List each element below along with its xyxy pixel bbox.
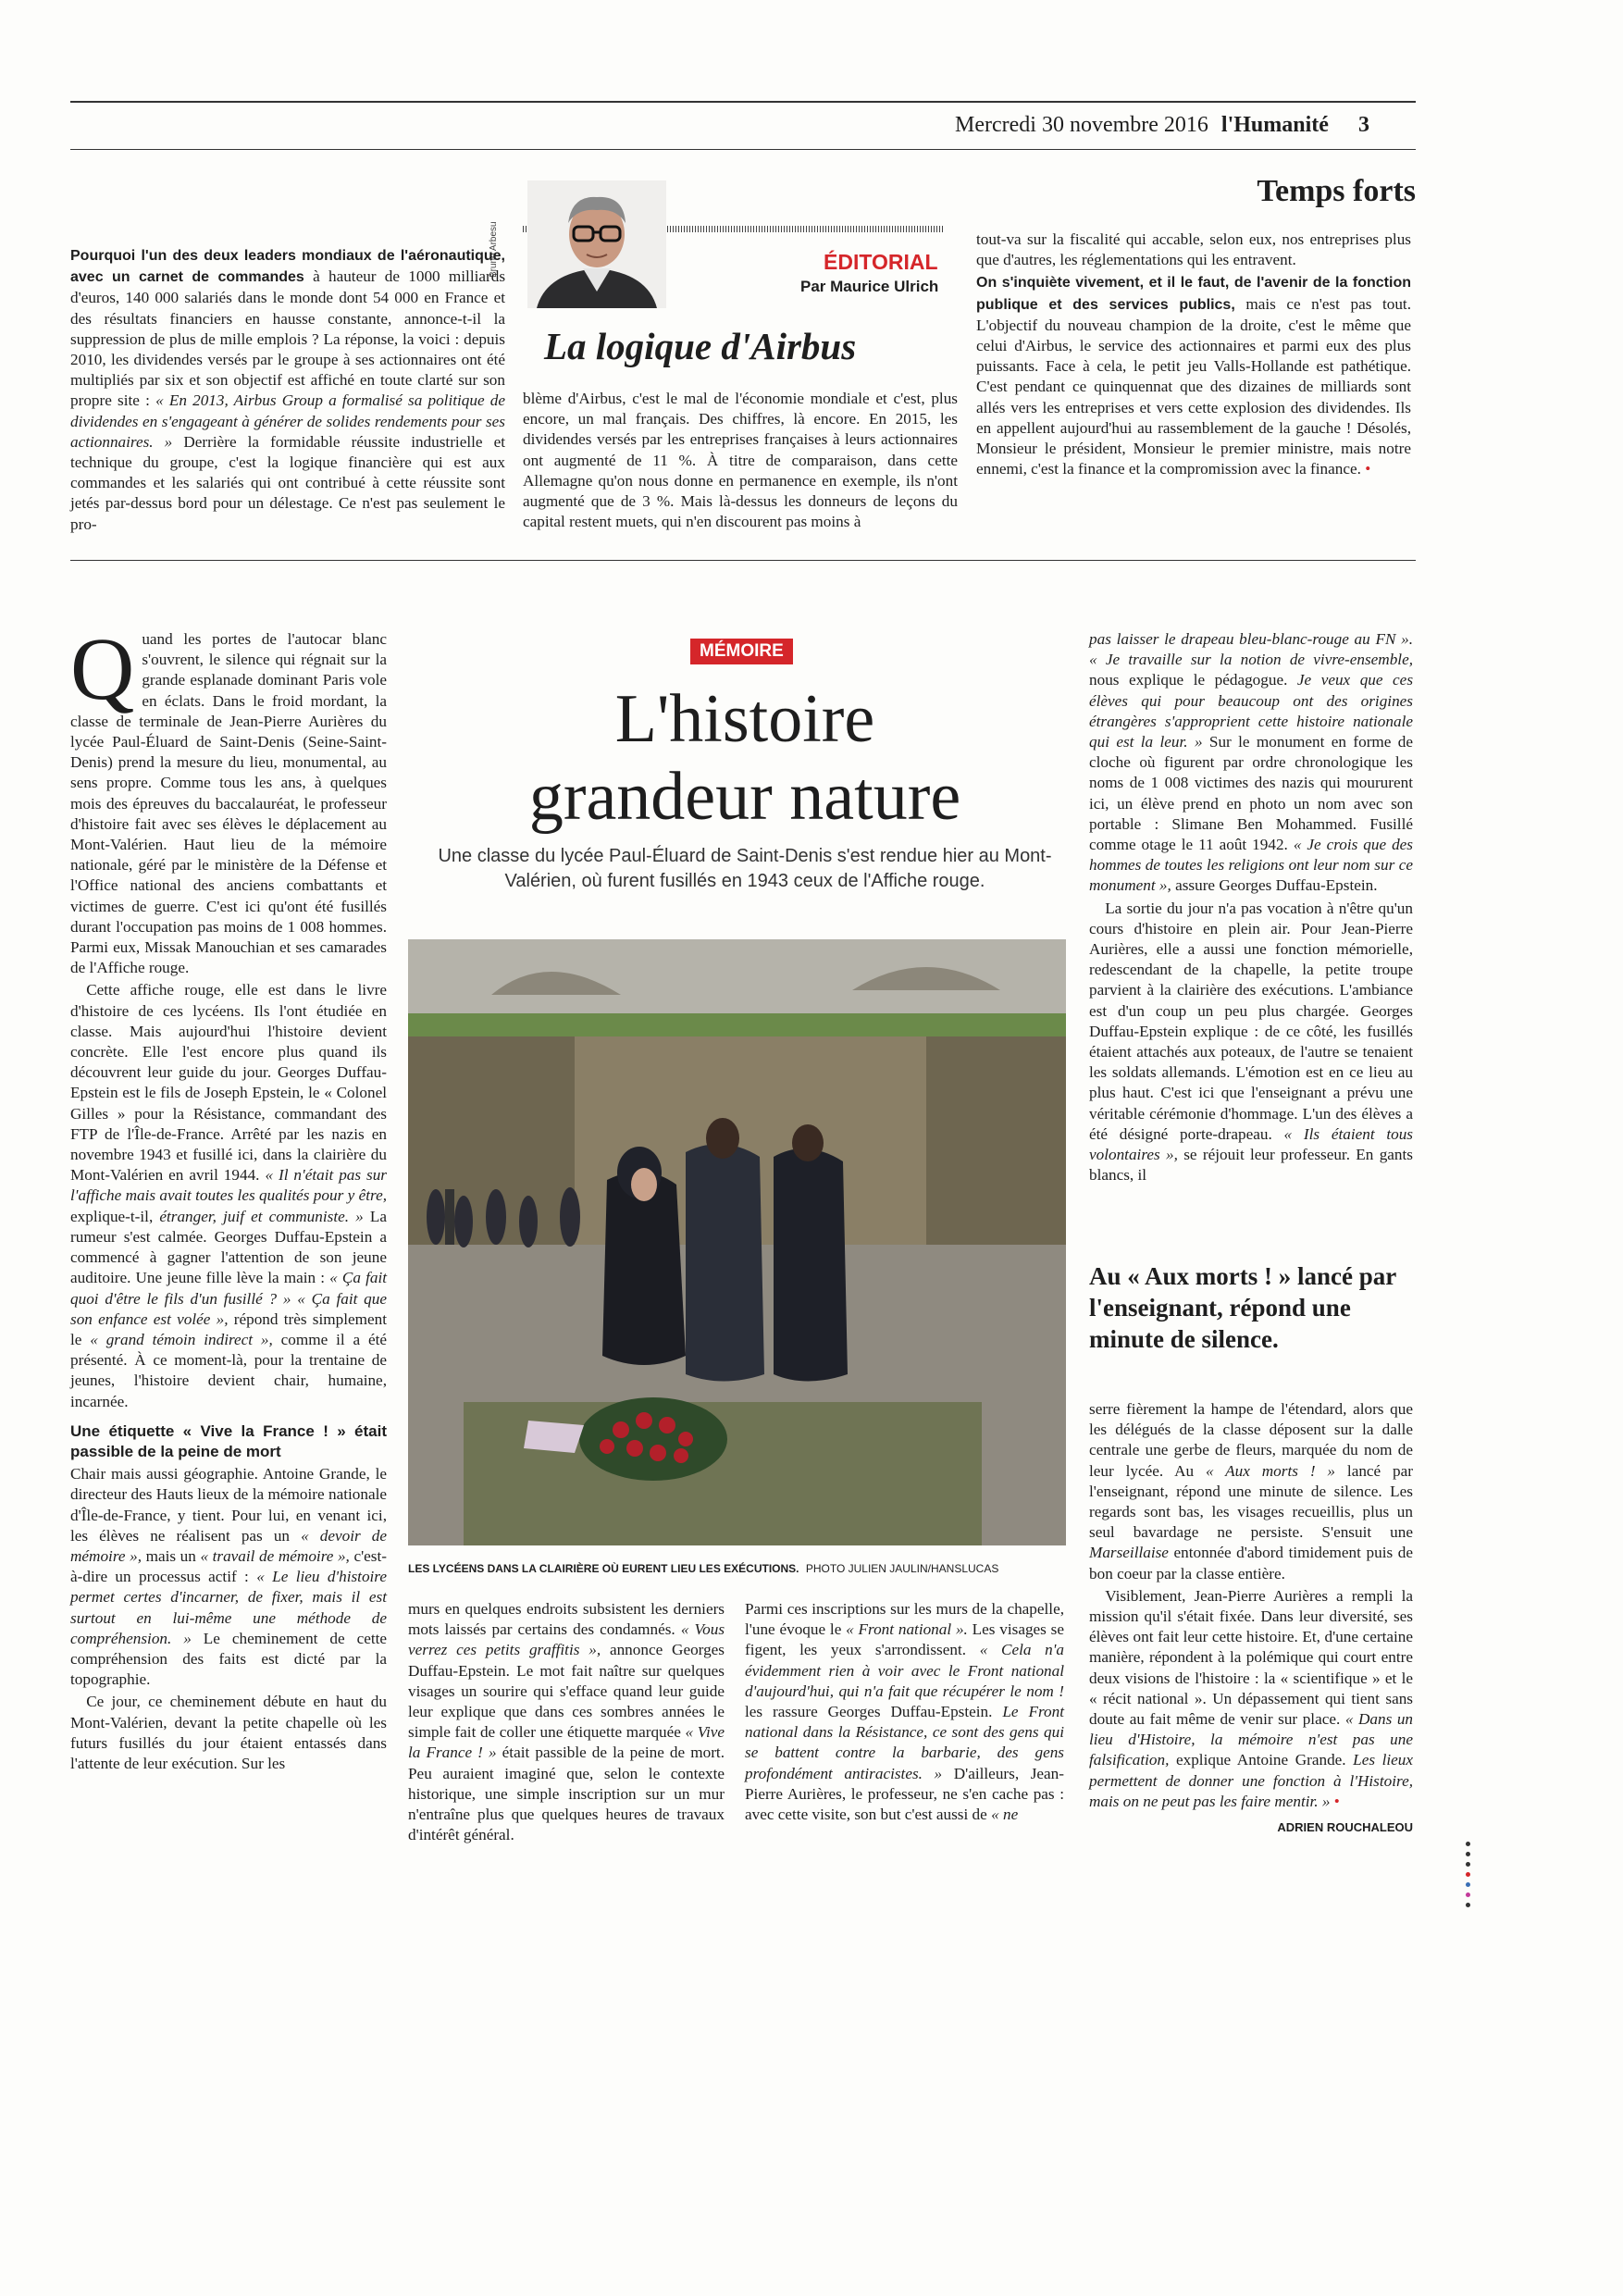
- editorial-column-3: tout-va sur la fiscalité qui accable, selon eux, nos entreprises plus que d'autres, les réglementations qui les entravent. On s'inquiète vivement, et il le faut, de l'avenir de la fonction publique et des services publics, mais ce n'est pas tout. L'objectif du nouveau champion de la droite, c'est le même que celui d'Airbus, le service des actionnaires et parmi eux des plus puissants. Face à cela, le petit jeu Valls-Hollande est pathétique. C'est pendant ce quinquennat que des dizaines de milliards sont allés vers les entreprises et vers cette explosion des dividendes. Ils en appellent aujourd'hui au rassemblement de la gauche ! Désolés, Monsieur le président, Monsieur le premier ministre, mais notre ennemi, c'est la finance et la compromission avec la finance. •: [976, 230, 1411, 478]
- editorial-byline: Par Maurice Ulrich: [800, 278, 939, 295]
- editorial-column-2: blème d'Airbus, c'est le mal de l'économie mondiale et c'est, plus encore, un mal français. Des chiffres, là encore. En 2015, les dividendes versés par les entreprises françaises à leurs actionnaires ont augmenté de 11 %. À titre de comparaison, dans cette Allemagne qu'on nous donne en permanence en exemple, ils n'ont augmenté que de 3 %. Mais là-dessus les donneurs de leçons du capital restent muets, qui n'en discourent pas moins à: [523, 390, 958, 531]
- section-title: Temps forts: [1257, 174, 1416, 208]
- photo-credit-vertical: Bruno Arbesu: [489, 221, 499, 278]
- article-subhead: Une étiquette « Vive la France ! » était passible de la peine de mort: [70, 1421, 387, 1460]
- article-column-3: Parmi ces inscriptions sur les murs de la chapelle, l'une évoque le « Front national ». Les visages se figent, les yeux s'arrondissent. « Cela n'a évidemment rien à voir avec le Front national d'aujourd'hui, qui n'a fait que récupérer le nom ! les rassure Georges Duffau-Epstein. Le Front national dans la Résistance, ce sont des gens qui se battent contre la barbarie, des gens profondément antiracistes. » D'ailleurs, Jean-Pierre Aurières, le professeur, ne s'en cache pas : avec cette visite, son but c'est aussi de « ne: [745, 1600, 1065, 1824]
- article-author: ADRIEN ROUCHALEOU: [1277, 1820, 1413, 1835]
- article-tag: MÉMOIRE: [690, 639, 793, 664]
- article-column-1: Quand les portes de l'autocar blanc s'ouvrent, le silence qui régnait sur la grande esplanade dominant Paris vole en éclats. Dans le froid mordant, la classe de terminale de Jean-Pierre Aurières du lycée Paul-Éluard de Saint-Denis (Seine-Saint-Denis) prend la mesure du lieu, monumental, au sens propre. Comme tous les ans, à quelques mois des épreuves du baccalauréat, le professeur d'histoire fait avec ses élèves le déplacement au Mont-Valérien. Haut lieu de la mémoire nationale, géré par le ministère de la Défense et l'Office national des anciens combattants et victimes de guerre. C'est ici qu'ont été fusillés durant l'occupation pas moins de 1 008 hommes. Parmi eux, Missak Manouchian et ses camarades de l'Affiche rouge. Cette affiche rouge, elle est dans le livre d'histoire de ces lycéens. Ils l'ont étudiée en classe. Mais aujourd'hui l'histoire devient concrète. Elle l'est encore plus quand ils découvrent leur guide du jour. Georges Duffau-Epstein est le fils de Joseph Epstein, le « Colonel Gilles » pour la Résistance, commandant des FTP de l'Île-de-France. Arrêté par les nazis en novembre 1943 et fusillé ici, dans la clairière du Mont-Valérien en avril 1944. « Il n'était pas sur l'affiche mais avait toutes les qualités pour y être, explique-t-il, étranger, juif et communiste. » La rumeur s'est calmée. Georges Duffau-Epstein a commencé à gagner l'attention de son jeune auditoire. Une jeune fille lève la main : « Ça fait quoi d'être le fils d'un fusillé ? » « Ça fait que son enfance est volée », répond très simplement le « grand témoin indirect », comme il a été présenté. À ce moment-là, pour la trentaine de jeunes, l'histoire devient chair, humaine, incarnée. Une étiquette « Vive la France ! » était passible de la peine de mort Chair mais aussi géographie. Antoine Grande, le directeur des Hauts lieux de la mémoire nationale d'Île-de-France, y tient. Pour lui, en venant ici, les élèves ne réalisent pas un « devoir de mémoire », mais un « travail de mémoire », c'est-à-dire un processus actif : « Le lieu d'histoire permet certes d'incarner, de fixer, mais il est surtout en lui-même une méthode de compréhension. » Le cheminement de cette compréhension des faits est dicté par la topographie. Ce jour, ce cheminement débute en haut du Mont-Valérien, devant la petite chapelle où les futurs fusillés du jour étaient entassés dans l'attente de leur exécution. Sur les: [70, 619, 388, 1772]
- article-photo: [408, 939, 1066, 1545]
- article-standfirst: Une classe du lycée Paul-Éluard de Saint-Denis s'est rendue hier au Mont-Valérien, où furent fusillés en 1943 ceux de l'Affiche rouge.: [438, 846, 1052, 891]
- end-mark-icon: •: [1360, 460, 1371, 478]
- editorial-lead: Pourquoi l'un des deux leaders mondiaux de l'aéronautique, avec un carnet de commandes: [70, 248, 505, 286]
- article-column-4: pas laisser le drapeau bleu-blanc-rouge au FN ». « Je travaille sur la notion de vivre-ensemble, nous explique le pédagogue. Je veux que ces élèves qui pour beaucoup ont des origines étrangères s'approprient cette histoire nationale qui est la leur. » Sur le monument en forme de cloche où figurent par ordre chronologique les noms de 1 008 victimes des nazis qui moururent ici, un élève prend en photo un nom avec son portable : Slimane Ben Mohammed. Fusillé comme otage le 11 août 1942. « Je crois que des hommes de toutes les religions ont leur nom sur ce monument », assure Georges Duffau-Epstein. La sortie du jour n'a pas vocation à n'être qu'un cours d'histoire en plein air. Pour Jean-Pierre Aurières, elle a aussi une fonction mémorielle, redescendant de la chapelle, la petite troupe parvient à la clairière des exécutions. L'ambiance est d'un coup un peu plus chargée. Georges Duffau-Epstein explique : de ce côté, les fusillés étaient attachés aux poteaux, de l'autre se tenaient les soldats allemands. L'émotion est en ce lieu au plus haut. C'est ici que l'enseignant a prévu une véritable cérémonie d'hommage. L'un des élèves a été désigné porte-drapeau. « Ils étaient tous volontaires », se réjouit leur professeur. En gants blancs, il: [1089, 630, 1414, 1185]
- article-title: L'histoire grandeur nature: [528, 681, 961, 835]
- header-date: Mercredi 30 novembre 2016: [955, 113, 1208, 137]
- editorial-kicker: ÉDITORIAL: [824, 250, 938, 274]
- editorial-photo: [527, 180, 666, 308]
- page-header-date: [955, 113, 1369, 138]
- drop-cap: Q: [70, 619, 135, 718]
- editorial-column-1: Pourquoi l'un des deux leaders mondiaux de l'aéronautique, avec un carnet de commandes à hauteur de 1000 milliards d'euros, 140 000 salariés dans le monde dont 54 000 en France et des résultats financiers en hausse constante, annonce-t-il la suppression de plus de mille emplois ? La réponse, la voici : depuis 2010, les dividendes versés par le groupe à ses actionnaires ont été multipliés par six et son objectif est affiché en toute clarté sur son propre site : « En 2013, Airbus Group a formalisé sa politique de dividendes en s'engageant à générer de solides rendements pour ses actionnaires. » Derrière la formidable réussite industrielle et technique du groupe, c'est la logique financière qui est aux commandes et les salariés qui ont contribué à cette réussite sont jetés par-dessus bord pour un délestage. Ce n'est pas seulement le pro-: [70, 248, 506, 533]
- margin-dots-decoration: [1466, 1842, 1471, 1907]
- header-page-number: 3: [1357, 113, 1369, 137]
- pull-quote: Au « Aux morts ! » lancé par l'enseignant, répond une minute de silence.: [1089, 1262, 1396, 1353]
- photo-credit: PHOTO JULIEN JAULIN/HANSLUCAS: [805, 1562, 999, 1575]
- photo-caption: LES LYCÉENS DANS LA CLAIRIÈRE OÙ EURENT LIEU LES EXÉCUTIONS. PHOTO JULIEN JAULIN/HANSLUCAS: [408, 1562, 999, 1575]
- article-column-4-continued: serre fièrement la hampe de l'étendard, alors que les délégués de la classe déposent sur la dalle centrale une gerbe de fleurs, marquée du nom de leur lycée. Au « Aux morts ! » lancé par l'enseignant, répond une minute de silence. Les regards sont bas, les visages recueillis, plus un seul bavardage ne persiste. S'ensuit une Marseillaise entonnée d'abord timidement puis de bon coeur par la classe entière. Visiblement, Jean-Pierre Aurières a rempli la mission qu'il s'était fixée. Dans leur diversité, ses élèves ont fait leur cette histoire. Et, d'une certaine manière, répondent à la polémique qui court entre deux visions de l'histoire : la « scientifique » et le « récit national ». Un dépassement qui tient sans doute au fait même de venir sur place. « Dans un lieu d'Histoire, la mémoire n'est pas une falsification, explique Antoine Grande. Les lieux permettent de donner une fonction à l'Histoire, mais on ne peut pas les faire mentir. » • ADRIEN ROUCHALEOU: [1089, 1399, 1413, 1838]
- article-column-2: murs en quelques endroits subsistent les derniers mots laissés par certains des condamnés. « Vous verrez ces petits graffitis », annonce Georges Duffau-Epstein. Le mot fait naître sur quelques visages un sourire qui s'efface quand leur guide leur explique que dans ces sombres années le simple fait de coller une étiquette marquée « Vive la France ! » était passible de la peine de mort. Peu auraient imaginé que, selon le contexte historique, une simple inscription sur un mur n'entraîne plus que quelques heures de travaux d'intérêt général.: [408, 1600, 725, 1844]
- header-paper-name: l'Humanité: [1220, 113, 1329, 137]
- end-mark-icon: •: [1330, 1792, 1340, 1810]
- editorial-title: La logique d'Airbus: [544, 325, 857, 367]
